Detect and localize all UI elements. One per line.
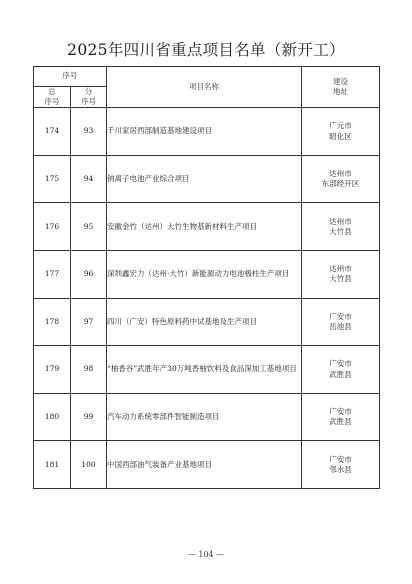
project-name: 中国西部油气装备产业基地项目 [107, 441, 302, 489]
table-row [34, 346, 380, 394]
project-name: 安徽金竹（达州）大竹生物基新材料生产项目 [107, 203, 302, 251]
sub-serial: 97 [71, 298, 107, 346]
total-serial: 181 [34, 441, 71, 489]
table-row [34, 108, 380, 156]
total-serial: 174 [34, 108, 71, 156]
sub-serial: 98 [71, 346, 107, 394]
table-row [34, 441, 380, 489]
table-row [34, 251, 380, 299]
total-serial: 177 [34, 251, 71, 299]
project-location: 广安市 武胜县 [302, 346, 380, 394]
table-row [34, 393, 380, 441]
total-serial: 176 [34, 203, 71, 251]
total-serial: 180 [34, 393, 71, 441]
project-name: 四川（广安）特色原料药中试基地及生产项目 [107, 298, 302, 346]
total-serial: 179 [34, 346, 71, 394]
project-location: 广元市 昭化区 [302, 108, 380, 156]
project-location: 广安市 岳池县 [302, 298, 380, 346]
document-title: 2025年四川省重点项目名单（新开工） [67, 41, 345, 59]
sub-serial: 93 [71, 108, 107, 156]
project-location: 广安市 武胜县 [302, 393, 380, 441]
page-number: — 104 — [187, 550, 225, 559]
header-row [34, 67, 380, 87]
sub-serial-header: 分 序号 [71, 87, 107, 108]
total-serial: 175 [34, 155, 71, 203]
project-location: 达州市 大竹县 [302, 203, 380, 251]
project-table [33, 66, 380, 489]
table-row [34, 155, 380, 203]
project-rows [34, 108, 380, 489]
sub-serial: 100 [71, 441, 107, 489]
project-name-header: 项目名称 [107, 67, 302, 108]
total-serial-header: 总 序号 [34, 87, 71, 108]
project-name: 钠离子电池产业综合项目 [107, 155, 302, 203]
table-row [34, 203, 380, 251]
location-header: 建设 地址 [302, 67, 380, 108]
sub-serial: 99 [71, 393, 107, 441]
project-location: 达州市 大竹县 [302, 251, 380, 299]
sub-serial: 94 [71, 155, 107, 203]
sub-serial: 96 [71, 251, 107, 299]
project-name: 千川家居西部制造基地建设项目 [107, 108, 302, 156]
project-location: 达州市 东部经开区 [302, 155, 380, 203]
project-location: 广安市 邻水县 [302, 441, 380, 489]
table-row [34, 298, 380, 346]
project-name: 汽车动力系统零部件智能制造项目 [107, 393, 302, 441]
project-name: 深圳鑫宏力（达州·大竹）新能源动力电池极柱生产项目 [107, 251, 302, 299]
total-serial: 178 [34, 298, 71, 346]
serial-group-header: 序号 [34, 67, 107, 87]
sub-serial: 95 [71, 203, 107, 251]
project-name: “柚香谷”武胜年产30万吨香柚饮料及食品深加工基地项目 [107, 346, 302, 394]
